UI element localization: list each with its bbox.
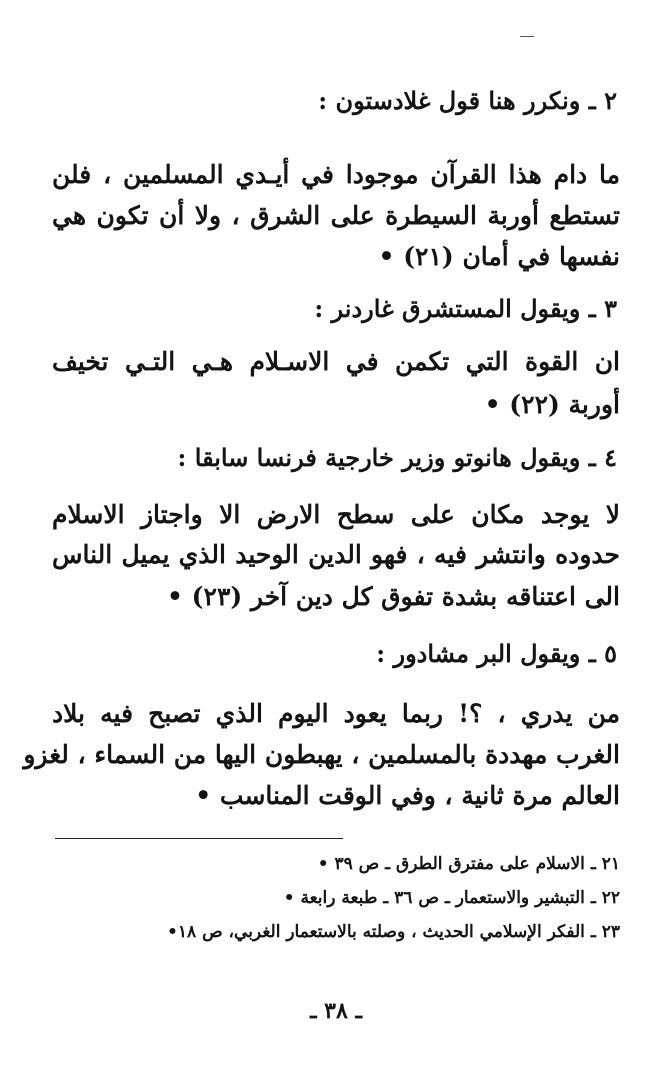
quote-heading: ٥ ـ ويقول البر مشادور : (376, 639, 617, 668)
quote-line: تستطع أوربة السيطرة على الشرق ، ولا أن تكون هي (52, 201, 620, 230)
footnote-divider (55, 838, 343, 839)
quote-line: حدوده وانتشر فيه ، فهو الدين الوحيد الذي يميل الناس (52, 540, 620, 569)
footnote: ٢٣ ـ الفكر الإسلامي الحديث ، وصلته بالاستعمار الغربي، ص ١٨• (167, 922, 620, 942)
page-number: ـ ٣٨ ـ (310, 998, 362, 1024)
quote-line: لا يوجد مكان على سطح الارض الا واجتاز الاسلام (52, 500, 620, 529)
footnote: ٢٢ ـ التبشير والاستعمار ـ ص ٣٦ ـ طبعة رابعة • (283, 888, 620, 908)
quote-line: العالم مرة ثانية ، وفي الوقت المناسب • (195, 781, 620, 810)
quote-line: الغرب مهددة بالمسلمين ، يهبطون اليها من السماء ، لغزو (23, 740, 620, 769)
quote-line: ما دام هذا القرآن موجودا في أيـدي المسلمين ، فلن (52, 160, 620, 189)
scan-mark (520, 36, 534, 37)
quote-line: من يدري ، ؟! ربما يعود اليوم الذي تصبح فيه بلاد (52, 699, 620, 728)
quote-line: الى اعتناقه بشدة تفوق كل دين آخر (٢٣) • (167, 582, 620, 611)
footnote: ٢١ ـ الاسلام على مفترق الطرق ـ ص ٣٩ • (317, 854, 620, 874)
quote-heading: ٣ ـ ويقول المستشرق غاردنر : (314, 294, 617, 323)
quote-heading: ٤ ـ ويقول هانوتو وزير خارجية فرنسا سابقا : (177, 443, 617, 472)
quote-heading: ٢ ـ ونكرر هنا قول غلادستون : (318, 86, 617, 115)
quote-line: أوربة (٢٢) • (484, 390, 620, 419)
quote-line: ان القوة التي تكمن في الاسـلام هـي التـي تخيف (52, 347, 620, 376)
quote-line: نفسها في أمان (٢١) • (378, 242, 620, 271)
